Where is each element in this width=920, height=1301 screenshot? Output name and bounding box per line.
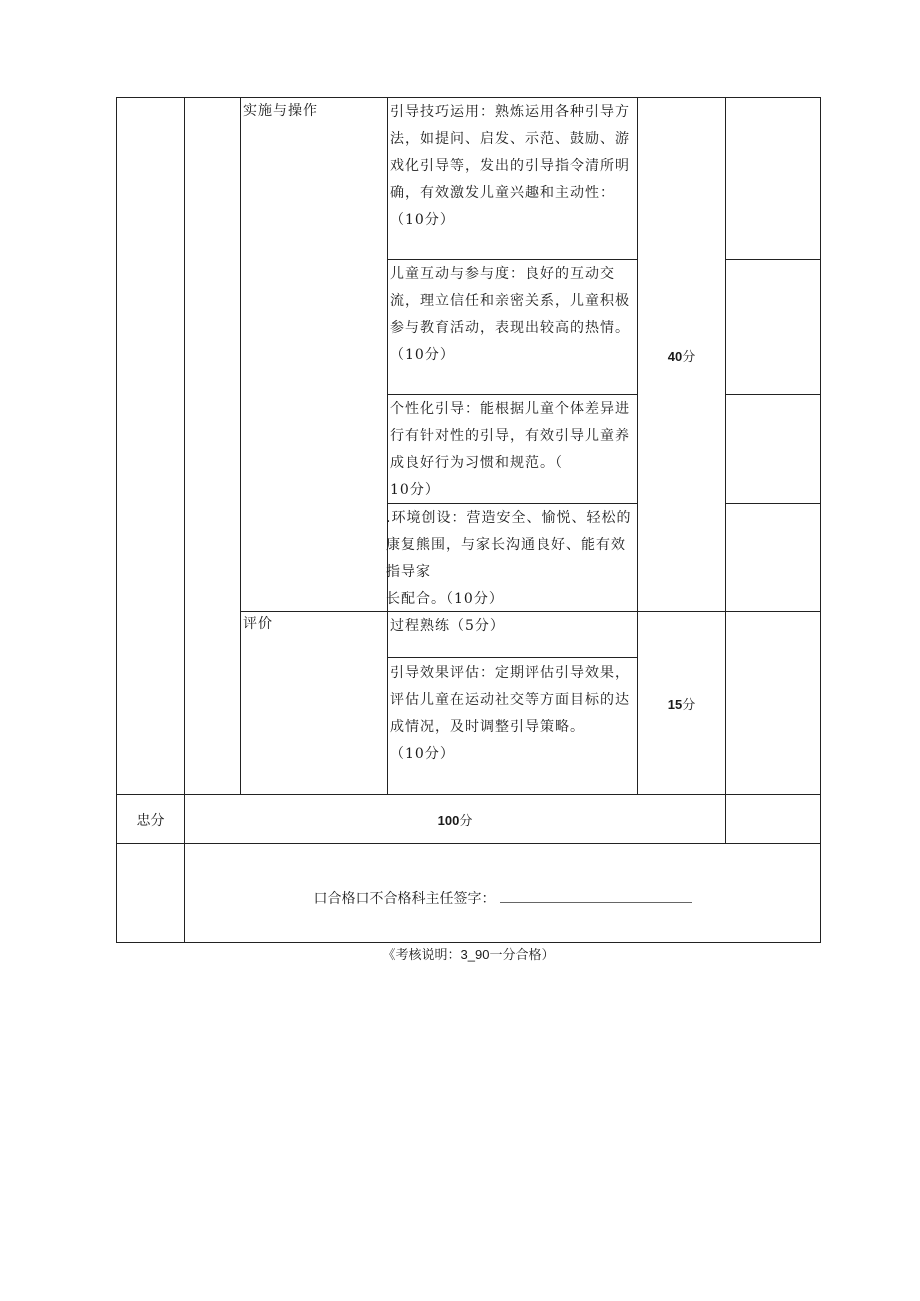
section-label-evaluation: 评价: [243, 616, 273, 632]
result-line: [185, 888, 820, 908]
section-score-evaluation: [638, 694, 725, 713]
section-label-implementation: 实施与操作: [243, 103, 318, 119]
criterion-individualized-guidance: 个性化引导：能根据儿童个体差异进行有针对性的引导，有效引导儿童养成良好行为习惯和规范。（ 10分）: [390, 401, 630, 498]
criterion-child-interaction: 儿童互动与参与度：良好的互动交流，理立信任和亲密关系，儿童积极参与教育活动，表现出较高的热情。 （10分）: [390, 266, 630, 363]
criterion-environment-setup: .环境创设：营造安全、愉悦、轻松的康复熊围，与家长沟通良好、能有效指导家 长配合。（10分）: [386, 510, 632, 607]
score-unit: 分: [682, 350, 696, 365]
signature-field[interactable]: [500, 888, 692, 903]
score-unit: 分: [682, 698, 696, 713]
assessment-note: 《考核说明：3_90一分合格）: [382, 947, 555, 962]
criterion-process-proficiency: 过程熟练（5分）: [390, 618, 505, 634]
score-number: 15: [667, 697, 683, 712]
section-score-implementation: [638, 346, 725, 365]
criterion-guidance-skill: 引导技巧运用：熟炼运用各种引导方法，如提问、启发、示范、鼓励、游戏化引导等，发出的引导指令清所明确，有效激发儿童兴趣和主动性：（10分）: [390, 104, 630, 228]
total-label: 忠分: [136, 812, 165, 828]
pass-fail-signature-label: 口合格口不合格科主任签字：: [313, 890, 496, 906]
score-number: 40: [667, 349, 683, 364]
criterion-effect-assessment: 引导效果评估：定期评估引导效果，评估儿童在运动社交等方面目标的达成情况，及时调整引导策略。 （10分）: [390, 665, 630, 762]
total-unit: 分: [459, 814, 473, 829]
total-number: 100: [437, 813, 460, 828]
total-score: [185, 810, 725, 829]
